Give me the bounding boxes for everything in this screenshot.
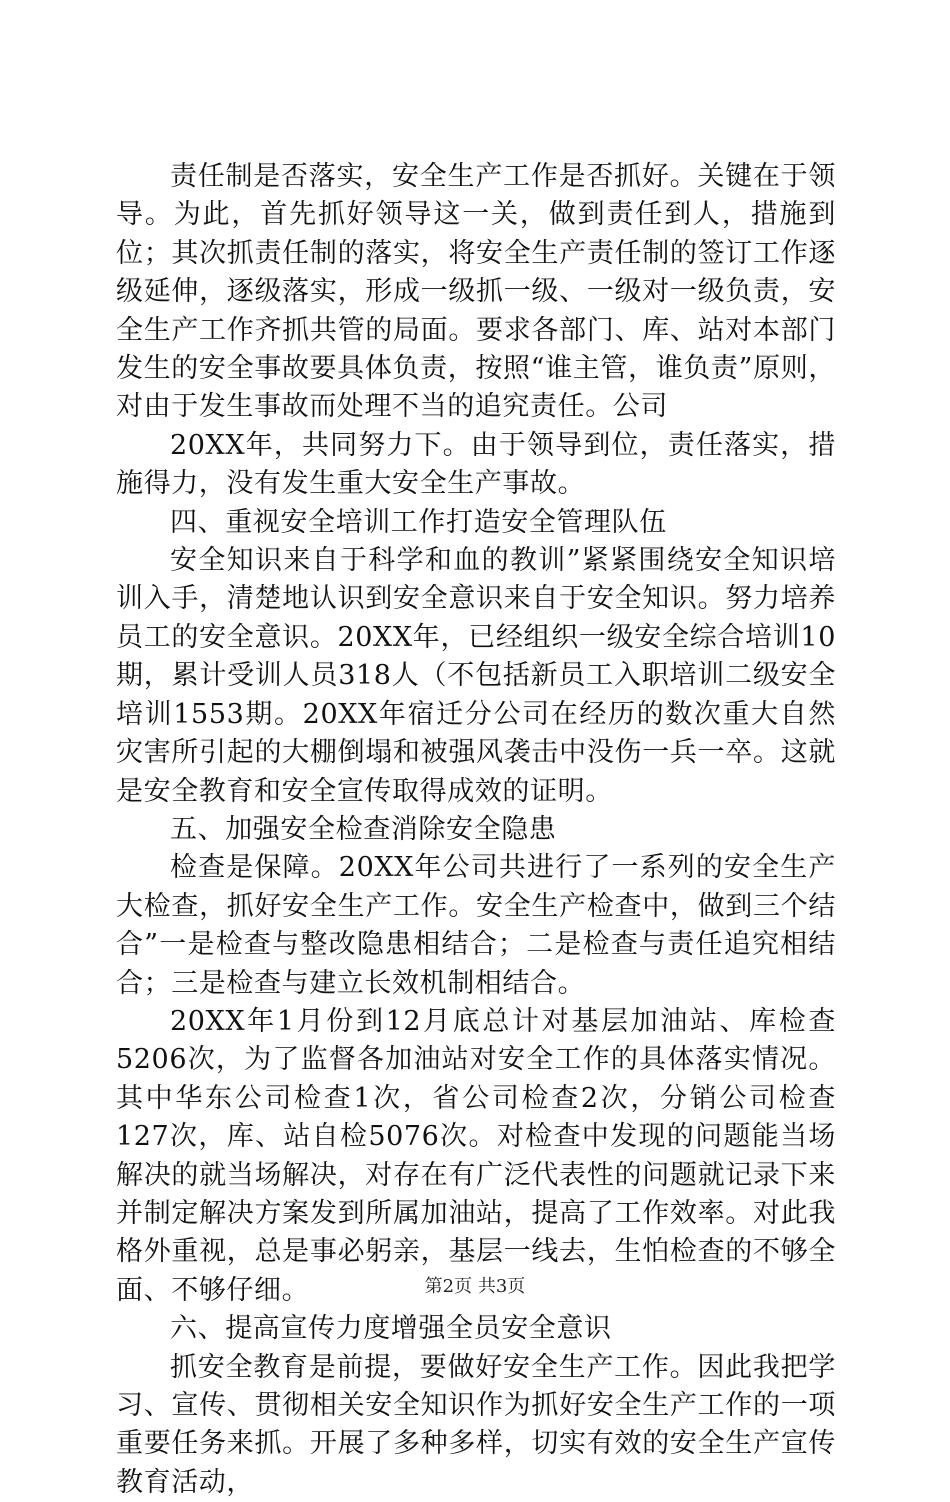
section-heading-safety-training: 四、重视安全培训工作打造安全管理队伍 xyxy=(170,506,667,538)
section-heading-publicity: 六、提高宣传力度增强全员安全意识 xyxy=(170,1313,612,1345)
paragraph-responsibility-system: 责任制是否落实，安全生产工作是否抓好。关键在于领导。为此，首先抓好领导这一关，做到责任到人，措施到位；其次抓责任制的落实，将安全生产责任制的签订工作逐级延伸，逐级落实，形成一级抓一级、一级对一级负责，安全生产工作齐抓共管的局面。要求各部门、库、站对本部门发生的安全事故要具体负责，按照“谁主管，谁负责”原则，对由于发生事故而处理不当的追究责任。公司 xyxy=(116,161,836,423)
page-number-footer: 第2页 共3页 xyxy=(424,1276,526,1297)
paragraph-inspection-guarantee: 检查是保障。20XX年公司共进行了一系列的安全生产大检查，抓好安全生产工作。安全生产检查中，做到三个结合”一是检查与整改隐患相结合；二是检查与责任追究相结合；三是检查与建立长效机制相结合。 xyxy=(116,852,836,999)
paragraph-safety-education: 抓安全教育是前提，要做好安全生产工作。因此我把学习、宣传、贯彻相关安全知识作为抓好安全生产工作的一项重要任务来抓。开展了多种多样，切实有效的安全生产宣传教育活动， xyxy=(116,1351,836,1498)
section-heading-safety-inspection: 五、加强安全检查消除安全隐患 xyxy=(170,813,557,845)
paragraph-no-major-accidents: 20XX年，共同努力下。由于领导到位，责任落实，措施得力，没有发生重大安全生产事故。 xyxy=(116,429,836,500)
document-body xyxy=(116,158,836,1502)
paragraph-inspection-statistics: 20XX年1月份到12月底总计对基层加油站、库检查5206次，为了监督各加油站对安全工作的具体落实情况。其中华东公司检查1次，省公司检查2次，分销公司检查127次，库、站自检5076次。对检查中发现的问题能当场解决的就当场解决，对存在有广泛代表性的问题就记录下来并制定解决方案发到所属加油站，提高了工作效率。对此我格外重视，总是事必躬亲，基层一线去，生怕检查的不够全面、不够仔细。 xyxy=(116,1005,836,1306)
paragraph-safety-training: 安全知识来自于科学和血的教训”紧紧围绕安全知识培训入手，清楚地认识到安全意识来自于安全知识。努力培养员工的安全意识。20XX年，已经组织一级安全综合培训10期，累计受训人员318人（不包括新员工入职培训二级安全培训1553期。20XX年宿迁分公司在经历的数次重大自然灾害所引起的大棚倒塌和被强风袭击中没伤一兵一卒。这就是安全教育和安全宣传取得成效的证明。 xyxy=(116,545,836,807)
